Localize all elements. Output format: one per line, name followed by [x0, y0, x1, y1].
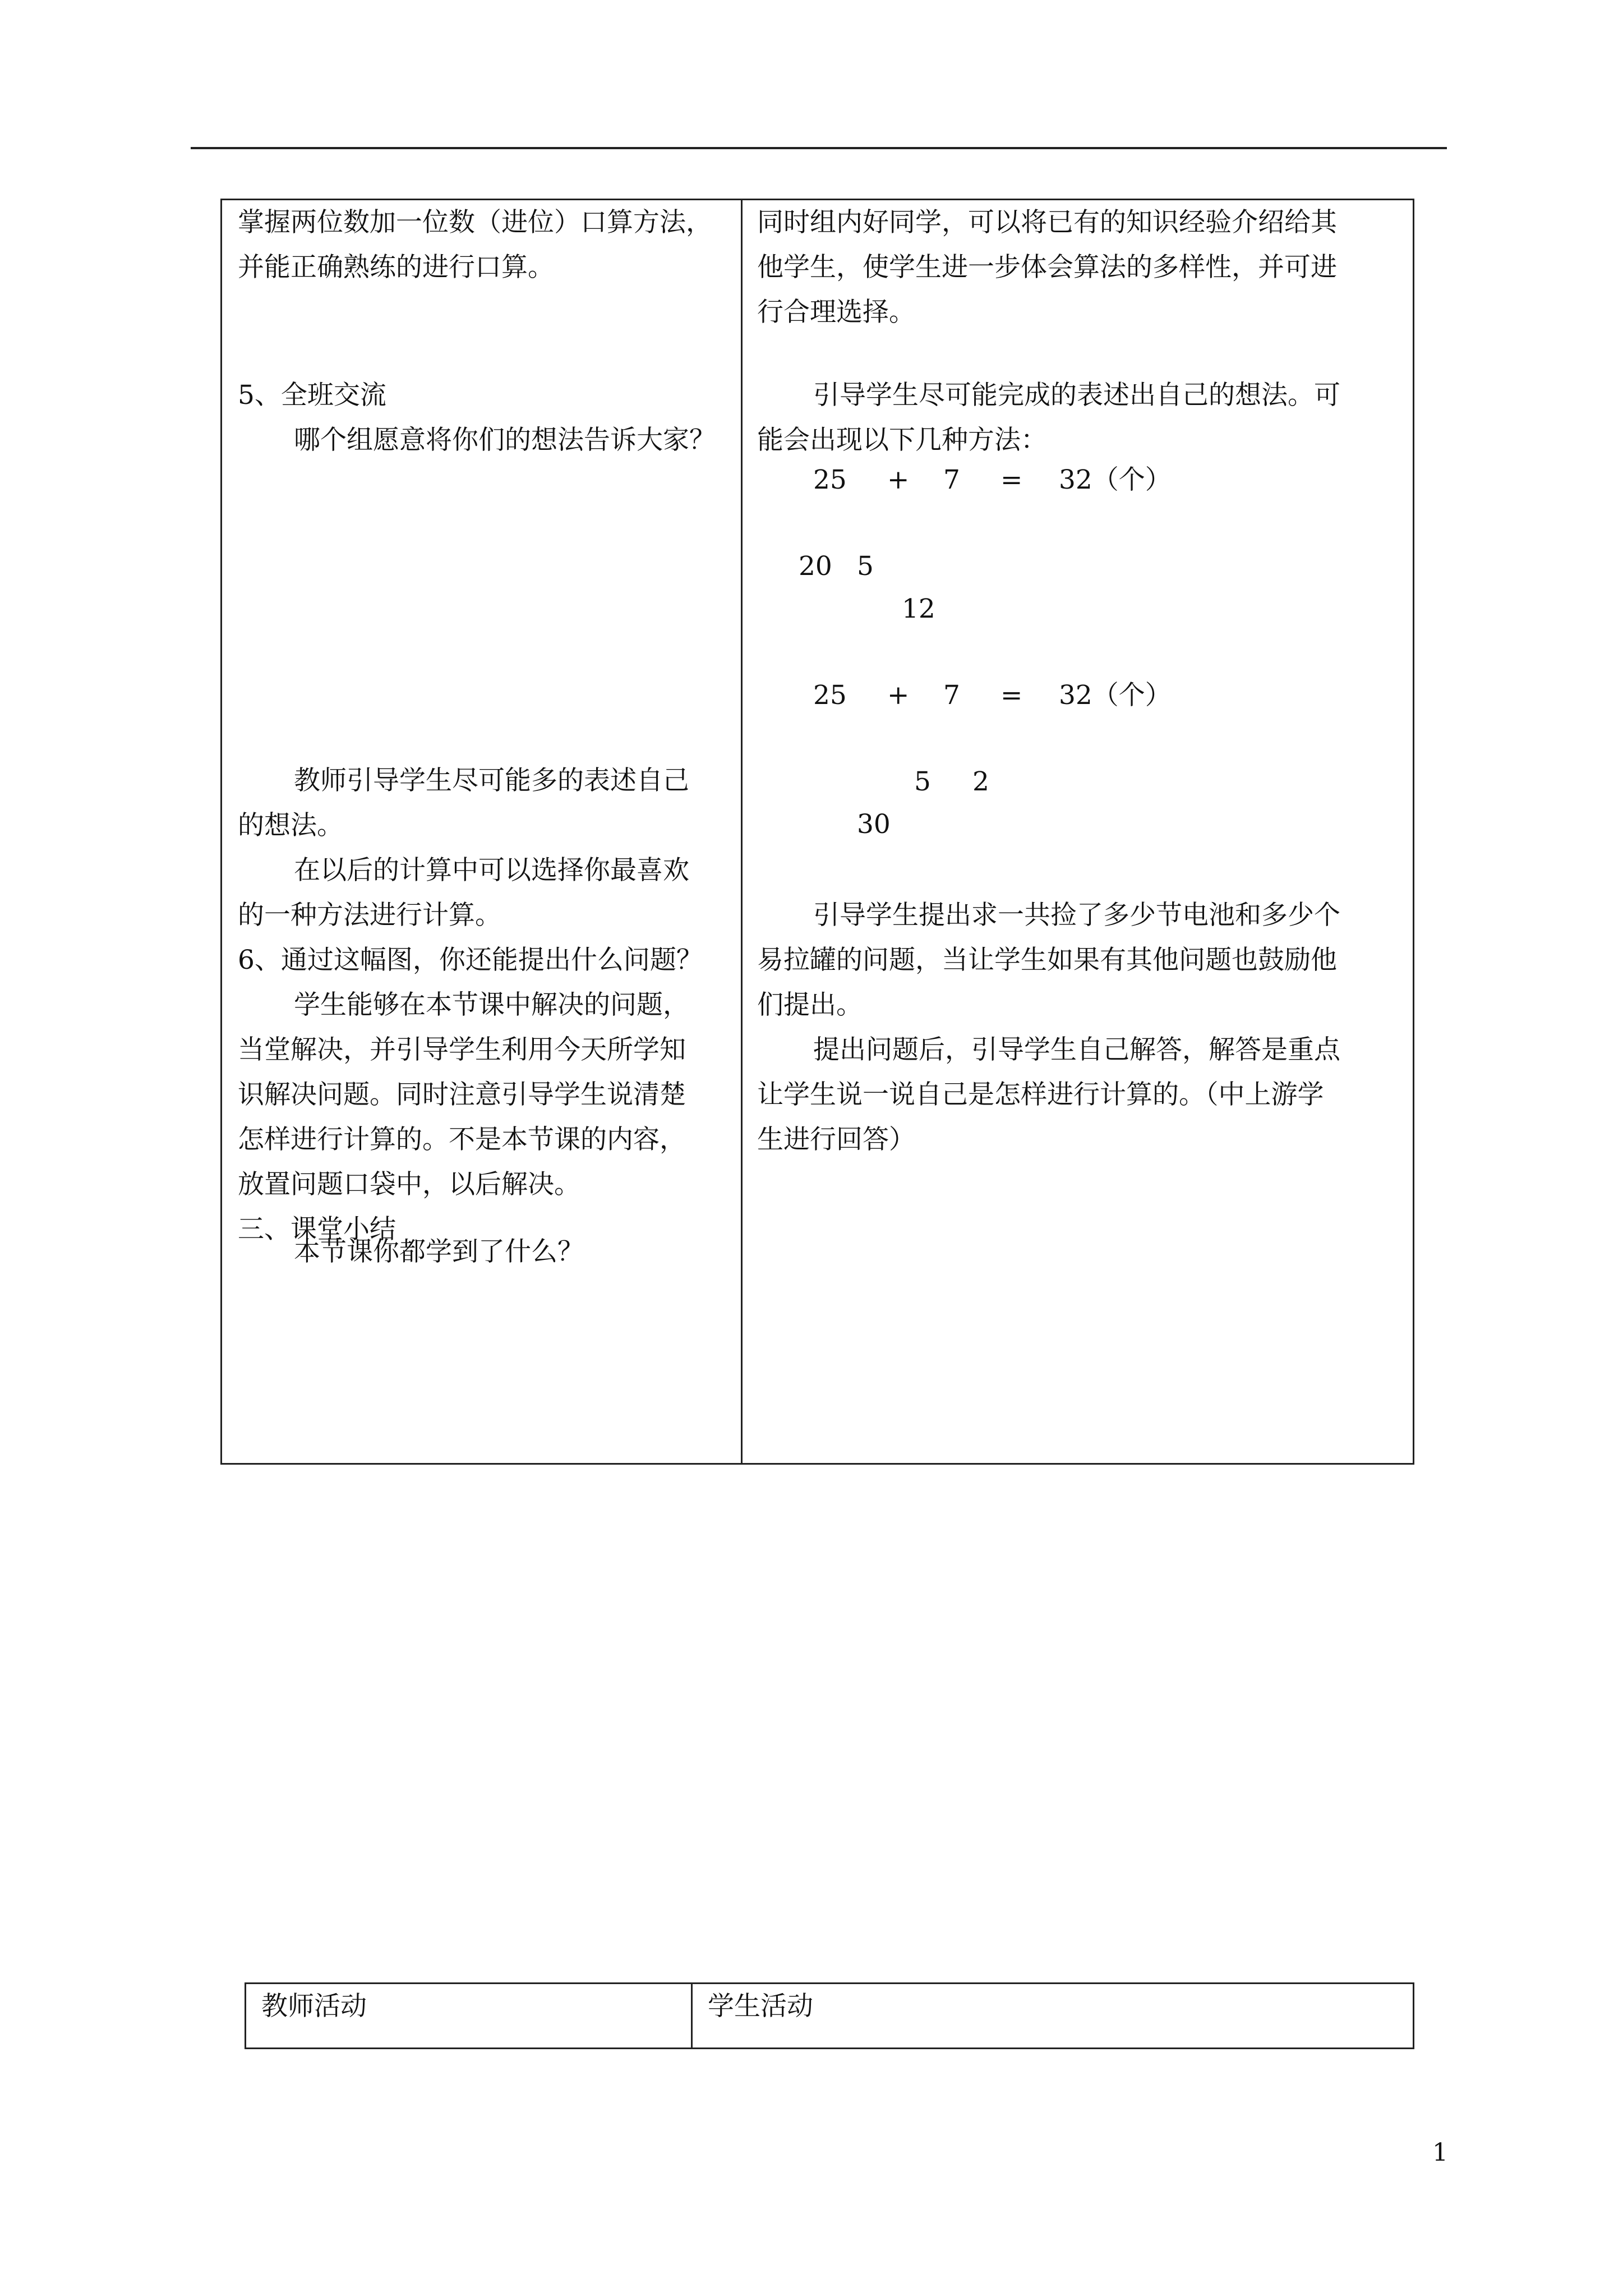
text-line: 当堂解决，并引导学生利用今天所学知 — [238, 1034, 686, 1065]
result: 32（个） — [1059, 464, 1172, 495]
partial-sum: 30 — [857, 809, 891, 840]
partial-sum: 12 — [902, 593, 935, 624]
operand: 7 — [943, 680, 960, 711]
split-part: 20 — [799, 551, 832, 582]
text-line: 的想法。 — [238, 810, 343, 841]
section-heading: 6、通过这幅图，你还能提出什么问题？ — [238, 945, 703, 976]
lesson-table-divider — [741, 199, 743, 1465]
operand: 7 — [943, 464, 960, 495]
text-line: 在以后的计算中可以选择你最喜欢 — [294, 855, 689, 886]
activity-table — [245, 1982, 1414, 2049]
split-part: 5 — [914, 766, 931, 797]
text-line: 行合理选择。 — [757, 297, 915, 328]
text-line: 识解决问题。同时注意引导学生说清楚 — [238, 1079, 686, 1110]
text-line: 们提出。 — [757, 990, 863, 1020]
operand: 25 — [813, 464, 847, 495]
student-activity-header: 学生活动 — [708, 1991, 813, 2022]
activity-table-divider — [691, 1982, 693, 2049]
operator: = — [1000, 464, 1023, 495]
text-line: 同时组内好同学，可以将已有的知识经验介绍给其 — [757, 207, 1337, 238]
section-heading: 三、课堂小结 — [238, 1214, 396, 1245]
split-part: 5 — [857, 551, 874, 582]
text-line: 易拉罐的问题，当让学生如果有其他问题也鼓励他 — [757, 945, 1337, 976]
text-line: 教师引导学生尽可能多的表述自己 — [294, 765, 689, 796]
text-line: 掌握两位数加一位数（进位）口算方法， — [238, 207, 712, 238]
operator: + — [887, 464, 910, 495]
text-line: 的一种方法进行计算。 — [238, 900, 501, 931]
text-line: 怎样进行计算的。不是本节课的内容， — [238, 1124, 686, 1155]
text-line: 让学生说一说自己是怎样进行计算的。（中上游学 — [757, 1079, 1324, 1110]
operator: + — [887, 680, 910, 711]
split-part: 2 — [972, 766, 989, 797]
text-line: 能会出现以下几种方法： — [757, 425, 1047, 455]
text-line: 本节课你都学到了什么？ — [294, 1236, 584, 1267]
text-line: 他学生，使学生进一步体会算法的多样性，并可进 — [757, 252, 1337, 283]
header-rule — [191, 147, 1447, 149]
result: 32（个） — [1059, 680, 1172, 711]
text-line: 放置问题口袋中，以后解决。 — [238, 1169, 580, 1200]
text-line: 学生能够在本节课中解决的问题， — [294, 990, 689, 1020]
text-line: 生进行回答） — [757, 1124, 915, 1155]
section-heading: 5、全班交流 — [238, 380, 386, 411]
text-line: 提出问题后，引导学生自己解答，解答是重点 — [813, 1034, 1340, 1065]
text-line: 并能正确熟练的进行口算。 — [238, 252, 554, 283]
operator: = — [1000, 680, 1023, 711]
teacher-activity-header: 教师活动 — [261, 1991, 367, 2022]
text-line: 哪个组愿意将你们的想法告诉大家？ — [294, 425, 716, 455]
page-number: 1 — [1432, 2138, 1448, 2167]
operand: 25 — [813, 680, 847, 711]
text-line: 引导学生尽可能完成的表述出自己的想法。可 — [813, 380, 1340, 411]
text-line: 引导学生提出求一共捡了多少节电池和多少个 — [813, 900, 1340, 931]
